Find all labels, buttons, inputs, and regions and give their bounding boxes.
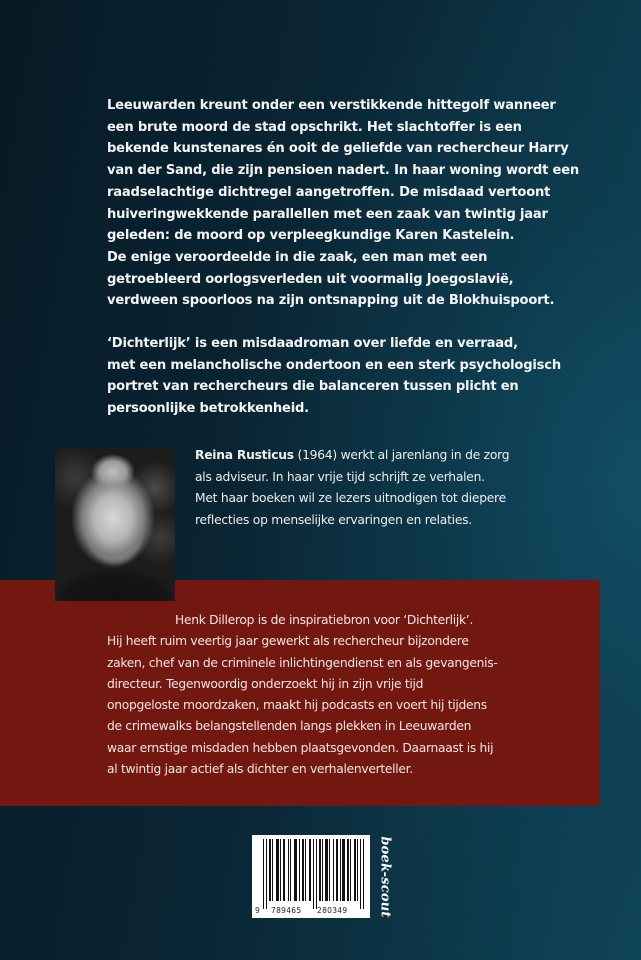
blurb-line: verdween spoorloos na zijn ontsnapping uit de Blokhuispoort. [107, 293, 555, 309]
blurb-line: persoonlijke betrokkenheid. [107, 401, 309, 417]
blurb-line: bekende kunstenares én ooit de geliefde van rechercheur Harry [107, 141, 569, 157]
isbn-barcode [252, 835, 370, 918]
blurb-line: ‘Dichterlijk’ is een misdaadroman over liefde en verraad, [107, 336, 518, 352]
isbn-digits-left: 789465 [271, 906, 302, 915]
inspiration-line: de crimewalks belangstellenden langs plekken in Leeuwarden [107, 719, 472, 734]
inspiration-line: onopgeloste moordzaken, maakt hij podcasts en voert hij tijdens [107, 698, 487, 713]
author-bio [195, 445, 625, 531]
author-name: Reina Rusticus [195, 448, 294, 462]
blurb-line: Leeuwarden kreunt onder een verstikkende hittegolf wanneer [107, 98, 556, 113]
inspiration-line: waar ernstige misdaden hebben plaatsgevonden. Daarnaast is hij [107, 740, 494, 755]
isbn-lead-digit: 9 [255, 906, 260, 915]
inspiration-line: zaken, chef van de criminele inlichtingendienst en als gevangenis- [107, 655, 498, 670]
blurb-line: met een melancholische ondertoon en een sterk psychologisch [107, 357, 561, 373]
book-blurb [107, 95, 627, 420]
inspiration-line: directeur. Tegenwoordig onderzoekt hij in zijn vrije tijd [107, 676, 424, 691]
blurb-line: portret van rechercheurs die balanceren tussen plicht en [107, 379, 519, 395]
blurb-line: raadselachtige dichtregel aangetroffen. De misdaad vertoont [107, 184, 551, 200]
publisher-name: boek-scout [377, 836, 393, 918]
blurb-line: geleden: de moord op verpleegkundige Karen Kastelein. [107, 228, 515, 244]
author-bio-line: als adviseur. In haar vrije tijd schrijft ze verhalen. [195, 469, 485, 484]
blurb-line: getroebleerd oorlogsverleden uit voormalig Joegoslavië, [107, 271, 514, 287]
publisher-logo [377, 836, 393, 918]
author-photo [55, 448, 175, 601]
inspiration-line: Henk Dillerop is de inspiratiebron voor ‘Dichterlijk’. [175, 613, 474, 627]
blurb-line: De enige veroordeelde in die zaak, een man met een [107, 249, 488, 265]
inspiration-line: al twintig jaar actief als dichter en verhalenverteller. [107, 762, 413, 777]
inspiration-line: Hij heeft ruim veertig jaar gewerkt als rechercheur bijzondere [107, 634, 469, 649]
barcode-bars [263, 839, 367, 909]
paragraph-gap [107, 312, 627, 333]
author-bio-line: Met haar boeken wil ze lezers uitnodigen tot diepere [195, 491, 506, 506]
blurb-line: een brute moord de stad opschrikt. Het slachtoffer is een [107, 119, 522, 135]
inspiration-text [107, 610, 587, 780]
blurb-line: van der Sand, die zijn pensioen nadert. In haar woning wordt een [107, 163, 580, 179]
author-bio-line: reflecties op menselijke ervaringen en relaties. [195, 512, 472, 527]
isbn-digits-right: 280349 [317, 906, 348, 915]
author-bio-line [195, 445, 625, 467]
author-bio-text: (1964) werkt al jarenlang in de zorg [293, 448, 510, 462]
blurb-line: huiveringwekkende parallellen met een zaak van twintig jaar [107, 206, 548, 222]
